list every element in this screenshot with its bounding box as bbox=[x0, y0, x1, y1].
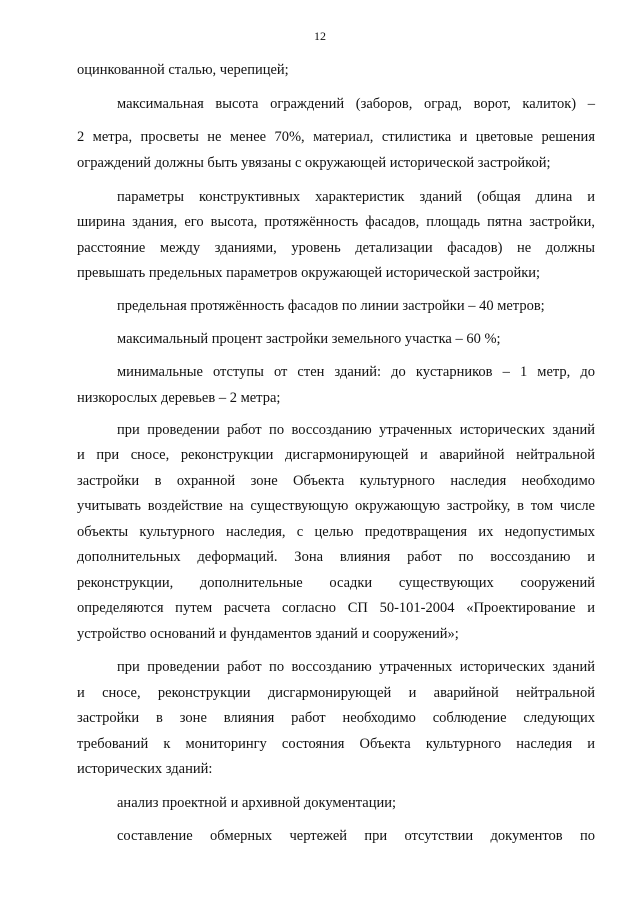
text-line: составление обмерных чертежей при отсутствии документов по bbox=[117, 828, 595, 844]
text-line: низкорослых деревьев – 2 метра; bbox=[77, 390, 281, 406]
text-line: и сносе, реконструкции дисгармонирующей и аварийной нейтральной bbox=[77, 685, 595, 701]
text-line: и при сносе, реконструкции дисгармонирующей и аварийной нейтральной bbox=[77, 447, 595, 463]
text-line: максимальный процент застройки земельного участка – 60 %; bbox=[117, 331, 501, 347]
text-line: 2 метра, просветы не менее 70%, материал, стилистика и цветовые решения bbox=[77, 129, 595, 145]
text-line: расстояние между зданиями, уровень детализации фасадов) не должны bbox=[77, 240, 595, 256]
text-line: ширина здания, его высота, протяжённость фасадов, площадь пятна застройки, bbox=[77, 214, 595, 230]
text-line: оцинкованной сталью, черепицей; bbox=[77, 62, 289, 78]
text-line: ограждений должны быть увязаны с окружающей исторической застройкой; bbox=[77, 155, 551, 171]
text-line: дополнительных деформаций. Зона влияния работ по воссозданию и bbox=[77, 549, 595, 565]
text-line: максимальная высота ограждений (заборов, оград, ворот, калиток) – bbox=[117, 96, 595, 112]
text-line: устройство оснований и фундаментов зданий и сооружений»; bbox=[77, 626, 459, 642]
text-line: учитывать воздействие на существующую окружающую застройку, в том числе bbox=[77, 498, 595, 514]
text-line: параметры конструктивных характеристик зданий (общая длина и bbox=[117, 189, 595, 205]
text-line: реконструкции, дополнительные осадки существующих сооружений bbox=[77, 575, 595, 591]
text-line: анализ проектной и архивной документации; bbox=[117, 795, 397, 811]
text-line: требований к мониторингу состояния Объекта культурного наследия и bbox=[77, 736, 595, 752]
text-line: при проведении работ по воссозданию утраченных исторических зданий bbox=[117, 422, 595, 438]
text-line: застройки в охранной зоне Объекта культурного наследия необходимо bbox=[77, 473, 595, 489]
text-line: застройки в зоне влияния работ необходимо соблюдение следующих bbox=[77, 710, 595, 726]
text-line: превышать предельных параметров окружающей исторической застройки; bbox=[77, 265, 541, 281]
text-line: определяются путем расчета согласно СП 50-101-2004 «Проектирование и bbox=[77, 600, 595, 616]
text-line: предельная протяжённость фасадов по линии застройки – 40 метров; bbox=[117, 298, 545, 314]
text-line: объекты культурного наследия, с целью предотвращения их недопустимых bbox=[77, 524, 595, 540]
text-line: при проведении работ по воссозданию утраченных исторических зданий bbox=[117, 659, 595, 675]
text-line: минимальные отступы от стен зданий: до кустарников – 1 метр, до bbox=[117, 364, 595, 380]
page-number: 12 bbox=[314, 29, 326, 43]
text-line: исторических зданий: bbox=[77, 761, 213, 777]
